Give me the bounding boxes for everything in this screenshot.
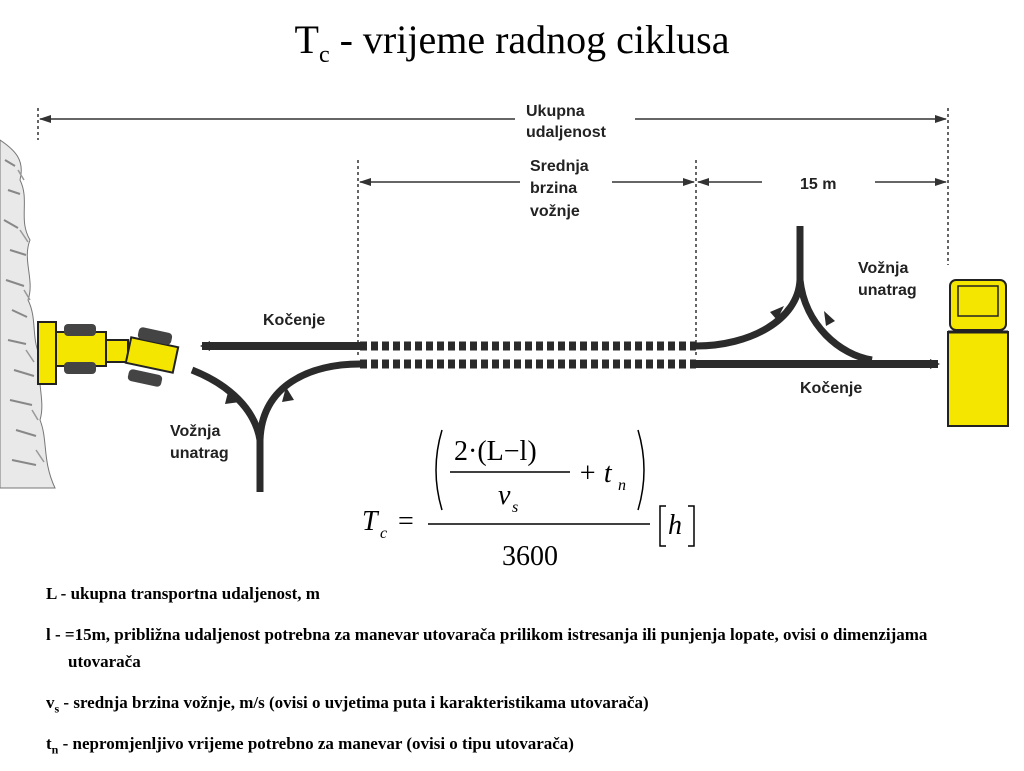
formula-svg	[350, 420, 710, 580]
title-text: - vrijeme radnog ciklusa	[329, 17, 730, 62]
label-kocenje-bottom: Kočenje	[800, 380, 863, 397]
formula-unit: h	[668, 510, 682, 541]
label-unatrag-right: unatrag	[858, 282, 917, 299]
rock-face	[0, 140, 55, 488]
left-paren	[436, 430, 442, 510]
label-voznja-right: Vožnja	[858, 260, 909, 277]
label-udaljenost: udaljenost	[526, 124, 607, 141]
formula-denominator: 3600	[502, 541, 558, 572]
label-brzina: brzina	[530, 180, 578, 197]
page-title	[0, 17, 1024, 68]
left-bracket	[660, 506, 666, 546]
formula-vs-sub: s	[512, 499, 519, 516]
definition-vs: $v_s$ - srednja brzina vožnje, m/s (ovisi o uvjetima puta i karakteristikama utovarača)	[46, 693, 649, 716]
front-loader	[38, 322, 178, 387]
formula-tn: + t	[578, 458, 612, 489]
formula-tn-sub: n	[618, 477, 626, 494]
definition-l: l - =15m, približna udaljenost potrebna za manevar utovarača prilikom istresanja ili punjenja lopate, ovisi o dimenzijama utovarača	[46, 625, 928, 671]
definition-L: L - ukupna transportna udaljenost, m	[46, 584, 320, 603]
formula-vs: v	[498, 480, 511, 511]
formula-lhs: T	[362, 506, 378, 537]
label-voznje: vožnje	[530, 203, 580, 220]
label-15m: 15 m	[800, 176, 837, 193]
title-symbol: T	[294, 17, 319, 62]
label-unatrag-left: unatrag	[170, 445, 229, 462]
right-bracket	[688, 506, 694, 546]
title-subscript: c	[318, 42, 330, 68]
formula-equals: =	[398, 506, 414, 537]
formula-numerator: 2·(L−l)	[454, 436, 537, 467]
right-paren	[638, 430, 644, 510]
cycle-time-formula	[350, 420, 710, 580]
definitions	[46, 580, 986, 771]
label-srednja: Srednja	[530, 158, 589, 175]
label-ukupna: Ukupna	[526, 103, 585, 120]
label-voznja-left: Vožnja	[170, 423, 221, 440]
definition-tn: $t_n$ - nepromjenljivo vrijeme potrebno za manevar (ovisi o tipu utovarača)	[46, 734, 574, 757]
label-kocenje-top: Kočenje	[263, 312, 326, 329]
formula-lhs-sub: c	[380, 525, 388, 542]
dump-truck	[948, 280, 1008, 426]
